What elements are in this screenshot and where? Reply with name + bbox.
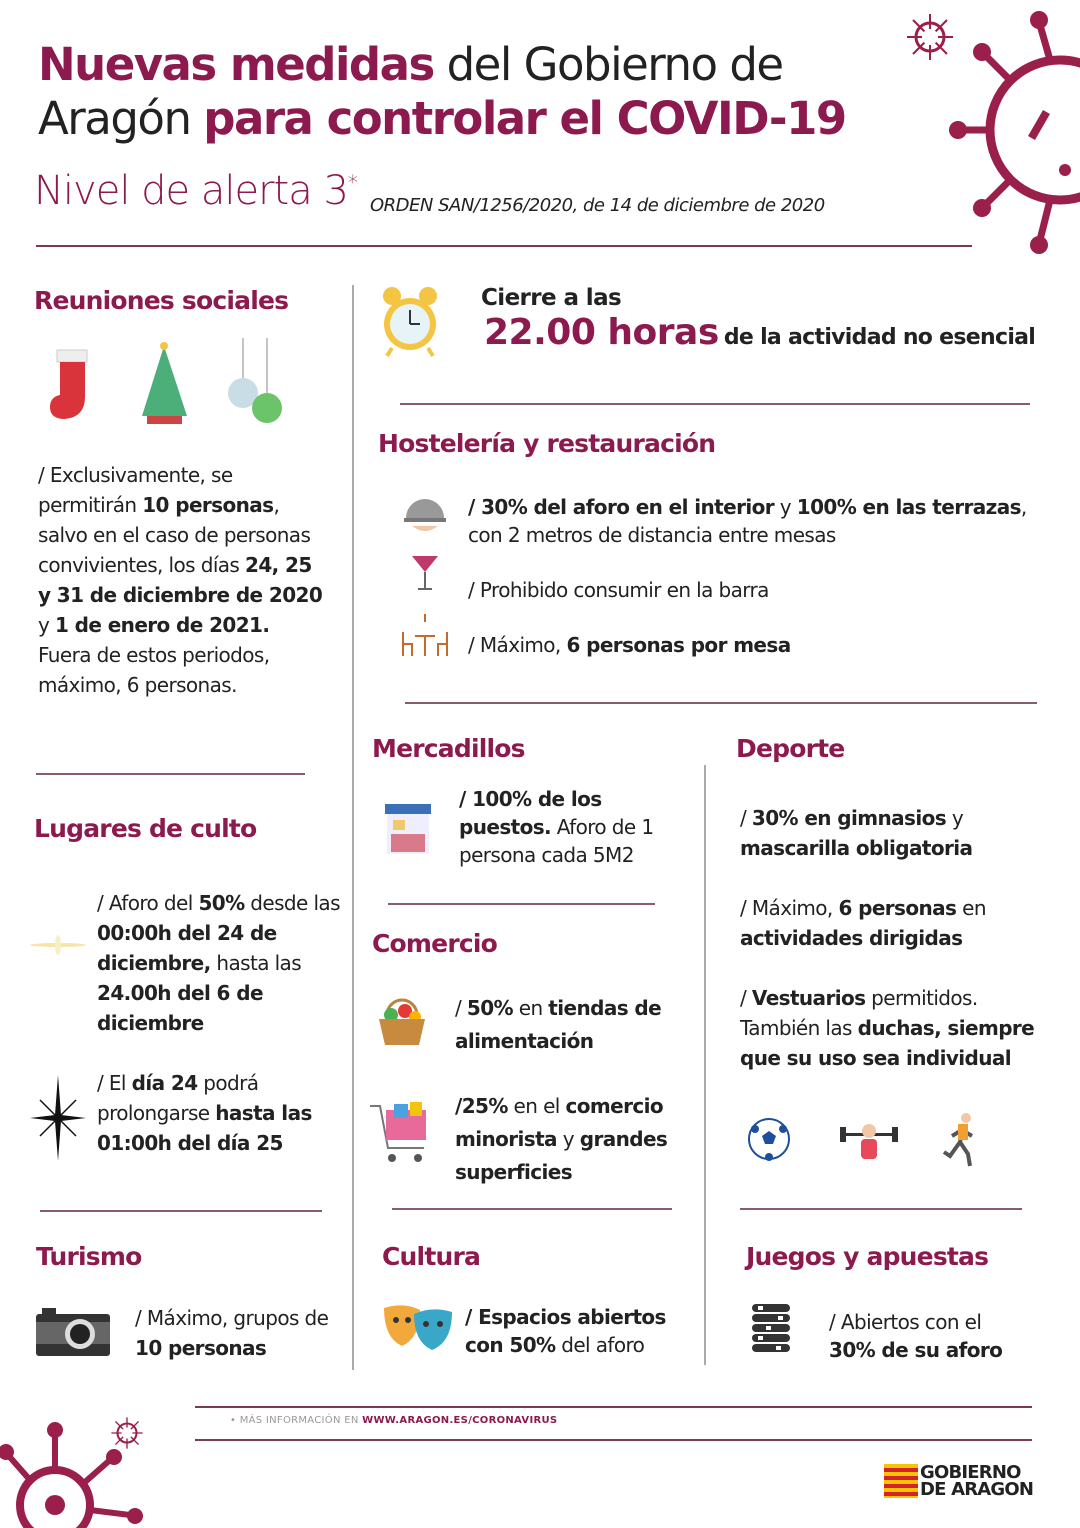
section-divider [36, 773, 305, 775]
food-basket-icon [375, 993, 429, 1047]
section-title-culto: Lugares de culto [34, 814, 257, 843]
aragon-flag-icon [884, 1464, 918, 1498]
text: Aragón [38, 92, 204, 145]
text: / Máximo, [740, 896, 839, 920]
small-virus-icon [905, 12, 955, 62]
sparkle-icon [28, 930, 88, 960]
bold-text: 100% de los puestos. [459, 787, 602, 839]
section-divider [740, 1208, 1022, 1210]
alarm-clock-icon [380, 284, 440, 358]
text: y [946, 806, 964, 830]
closing-time-line [484, 312, 1035, 353]
bold-text: día 24 [131, 1071, 198, 1095]
text: en [512, 996, 549, 1020]
christmas-tree-icon [137, 338, 192, 428]
logo-line-2: DE ARAGON [920, 1479, 1034, 1500]
bold-text: duchas, siempre que su uso sea individual [740, 1016, 1035, 1070]
text: hasta las [210, 951, 302, 975]
bold-text: 50% [466, 996, 513, 1020]
deporte-item-1 [740, 803, 1060, 863]
bold-text: / Espacios abiertos con 50% [465, 1305, 666, 1357]
text: podrá prolongarse [97, 1071, 259, 1125]
closing-rest: de la actividad no esencial [723, 325, 1036, 350]
text: del Gobierno de [433, 38, 783, 91]
small-virus-bottom-icon [110, 1416, 144, 1450]
page-title [38, 38, 898, 146]
christmas-ornaments-icon [225, 338, 285, 428]
bold-text: / [459, 787, 473, 811]
column-divider [352, 285, 354, 1370]
section-title-deporte: Deporte [736, 734, 845, 763]
mercadillos-text [459, 785, 689, 869]
text: / Abiertos con el [829, 1310, 982, 1334]
section-title-mercadillos: Mercadillos [372, 734, 525, 763]
bold-text: /25% [455, 1094, 508, 1118]
hosteleria-item [468, 493, 1038, 549]
text: y [38, 613, 55, 637]
section-title-cultura: Cultura [382, 1242, 481, 1271]
bold-text: Nuevas medidas [38, 38, 434, 91]
text: / [455, 996, 467, 1020]
hosteleria-item [468, 630, 1028, 660]
bold-text: grandes superficies [455, 1127, 668, 1184]
bold-text: / 30% del aforo en el interior [468, 495, 774, 519]
christmas-stocking-icon [45, 345, 100, 425]
bold-text: mascarilla obligatoria [740, 836, 973, 860]
casino-chips-icon [748, 1302, 794, 1358]
reuniones-text [38, 460, 323, 700]
section-title-reuniones: Reuniones sociales [34, 286, 289, 315]
cultura-text [465, 1303, 695, 1359]
logo-line-1: GOBIERNO [920, 1462, 1021, 1483]
juegos-text [829, 1308, 1029, 1364]
text: / [740, 806, 752, 830]
alert-footnote-mark: * [347, 170, 357, 195]
deporte-item-3 [740, 983, 1060, 1073]
bold-text: tiendas de alimentación [455, 996, 662, 1053]
star-icon [30, 1075, 86, 1161]
text: en [956, 896, 986, 920]
text: permitidos. También las [740, 986, 978, 1040]
gobierno-aragon-logo [884, 1464, 1033, 1498]
weightlifting-icon [838, 1115, 900, 1165]
title-line-2 [38, 92, 898, 146]
alert-level-text: Nivel de alerta 3 [34, 168, 348, 214]
cocktail-icon [410, 550, 440, 592]
closing-time: 22.00 horas [484, 312, 719, 353]
market-stall-icon [383, 804, 433, 856]
soccer-ball-icon [747, 1117, 791, 1161]
bold-text: 100% en las terrazas [796, 495, 1021, 519]
footer-divider-top [195, 1406, 1032, 1408]
section-title-comercio: Comercio [372, 929, 498, 958]
legal-order: ORDEN SAN/1256/2020, de 14 de diciembre de 2020 [370, 195, 825, 216]
header-divider [36, 245, 972, 247]
theater-masks-icon [380, 1302, 456, 1354]
bold-text: 50% [198, 891, 245, 915]
text: en el [507, 1094, 566, 1118]
bold-text: hasta las 01:00h del día 25 [97, 1101, 312, 1155]
bold-text: Vestuarios [751, 986, 866, 1010]
text: desde las [244, 891, 340, 915]
culto-text-1 [97, 888, 347, 1038]
virus-icon [940, 0, 1080, 270]
alert-level [34, 168, 357, 214]
text: / [740, 986, 752, 1010]
bold-text: comercio minorista [455, 1094, 664, 1151]
text: y [556, 1127, 580, 1151]
table-chairs-icon [400, 612, 450, 658]
serving-cloche-icon [402, 492, 448, 538]
text: del aforo [555, 1333, 645, 1357]
text: / Prohibido consumir en la barra [468, 578, 769, 602]
hosteleria-item [468, 575, 1028, 605]
shopping-cart-icon [368, 1100, 434, 1166]
text: / Máximo, grupos de [135, 1306, 329, 1330]
text: / Exclusivamente, se permitirán [38, 463, 233, 517]
section-divider [388, 903, 655, 905]
text: y [774, 495, 797, 519]
comercio-item-1 [455, 992, 690, 1058]
turismo-text [135, 1303, 335, 1363]
more-info-link[interactable]: WWW.ARAGON.ES/CORONAVIRUS [362, 1415, 558, 1426]
closing-line1: Cierre a las [481, 285, 622, 311]
footer-divider-bottom [195, 1439, 1032, 1441]
bold-text: 24, 25 y 31 de diciembre de 2020 [38, 553, 323, 607]
deporte-item-2 [740, 893, 1060, 953]
text: / Máximo, [468, 633, 567, 657]
bold-text: 00:00h del 24 de diciembre, [97, 921, 277, 975]
title-line-1 [38, 38, 898, 92]
text: Fuera de estos periodos, máximo, 6 personas. [38, 643, 270, 697]
column-divider [704, 765, 706, 1365]
text: , salvo en el caso de personas convivientes, los días [38, 493, 311, 577]
more-info [230, 1415, 557, 1426]
bold-text: 6 personas [838, 896, 957, 920]
bullet: • [230, 1415, 240, 1426]
text: / Aforo del [97, 891, 199, 915]
camera-icon [36, 1308, 110, 1356]
bold-text: actividades dirigidas [740, 926, 963, 950]
runner-icon [942, 1112, 980, 1168]
section-divider [405, 702, 1037, 704]
section-title-turismo: Turismo [36, 1242, 142, 1271]
bold-text: 1 de enero de 2021. [55, 613, 270, 637]
text: Aforo de 1 persona cada 5M2 [459, 815, 654, 867]
bold-text: 10 personas [142, 493, 274, 517]
bold-text: para controlar el COVID-19 [203, 92, 846, 145]
comercio-item-2 [455, 1090, 695, 1189]
text: , con 2 metros de distancia entre mesas [468, 495, 1027, 547]
more-info-prefix: MÁS INFORMACIÓN EN [239, 1415, 363, 1426]
section-divider [400, 403, 1030, 405]
bold-text: 30% en gimnasios [751, 806, 947, 830]
bold-text: 10 personas [135, 1336, 267, 1360]
bold-text: 6 personas por mesa [566, 633, 791, 657]
section-title-juegos: Juegos y apuestas [746, 1242, 989, 1271]
section-title-hosteleria: Hostelería y restauración [378, 429, 716, 458]
text: / El [97, 1071, 132, 1095]
culto-text-2 [97, 1068, 342, 1158]
bold-text: 30% de su aforo [829, 1338, 1003, 1362]
section-divider [392, 1208, 672, 1210]
section-divider [40, 1210, 322, 1212]
bold-text: 24.00h del 6 de diciembre [97, 981, 263, 1035]
